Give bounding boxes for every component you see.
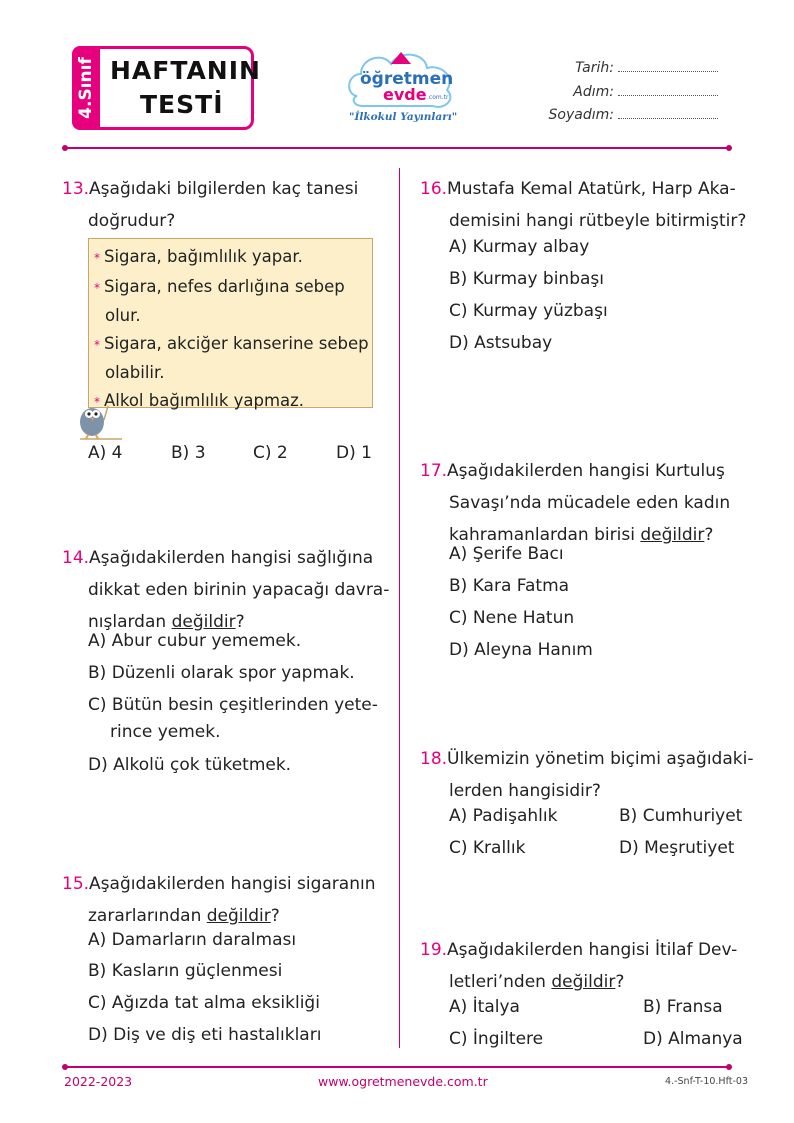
question-number: 14. xyxy=(62,548,90,568)
name-field[interactable] xyxy=(573,84,718,100)
footer-year: 2022-2023 xyxy=(64,1074,133,1089)
info-item xyxy=(94,243,369,273)
info-item-text: Sigara, nefes darlığına sebep xyxy=(104,276,345,296)
question-text: Savaşı’nda mücadele eden kadın xyxy=(449,493,731,513)
divider-dot-left xyxy=(62,145,68,151)
info-item-text: olabilir. xyxy=(105,363,165,382)
info-item xyxy=(94,273,369,303)
question-17 xyxy=(420,455,730,551)
name-label: Adım: xyxy=(573,84,614,100)
text-span: ? xyxy=(270,906,280,926)
question-text: Aşağıdakilerden hangisi İtilaf Dev- xyxy=(447,940,738,960)
divider-dot-right xyxy=(726,145,732,151)
option-c[interactable]: C) İngiltere xyxy=(449,1029,544,1049)
question-18 xyxy=(420,743,753,807)
option-c[interactable]: C) 2 xyxy=(253,443,288,463)
option-a[interactable]: A) Kurmay albay xyxy=(449,237,590,257)
text-span: ? xyxy=(615,972,625,992)
grade-label-wrap xyxy=(72,46,100,130)
logo-subtitle: "İlkokul Yayınları" xyxy=(349,111,458,123)
column-divider xyxy=(399,168,400,1048)
option-b[interactable]: B) 3 xyxy=(171,443,206,463)
text-span: nışlardan xyxy=(88,612,172,632)
bullet: * xyxy=(94,337,100,352)
option-a[interactable]: A) Abur cubur yememek. xyxy=(88,631,302,651)
option-a[interactable]: A) 4 xyxy=(88,443,123,463)
surname-label: Soyadım: xyxy=(548,107,614,123)
emphasis-text: değildir xyxy=(171,612,236,632)
grade-label: 4.Sınıf xyxy=(76,57,96,119)
question-15 xyxy=(62,868,375,932)
question-text: demisini hangi rütbeyle bitirmiştir? xyxy=(449,211,747,231)
emphasis-text: değildir xyxy=(640,525,705,545)
option-b[interactable]: B) Düzenli olarak spor yapmak. xyxy=(88,663,355,683)
question-text: Aşağıdaki bilgilerden kaç tanesi xyxy=(89,179,359,199)
emphasis-text: değildir xyxy=(206,906,271,926)
question-text: Aşağıdakilerden hangisi sigaranın xyxy=(89,874,376,894)
info-item-text: Sigara, akciğer kanserine sebep xyxy=(104,333,369,353)
question-text: lerden hangisidir? xyxy=(449,781,601,801)
title-line-2: TESTİ xyxy=(140,90,224,119)
logo-domain: .com.tr xyxy=(427,94,449,101)
bird-mascot-icon xyxy=(74,400,126,440)
logo-cloud-icon xyxy=(343,44,461,126)
option-b[interactable]: B) Kasların güçlenmesi xyxy=(88,961,283,981)
footer-code: 4.-Snf-T-10.Hft-03 xyxy=(665,1076,748,1087)
question-number: 13. xyxy=(62,179,90,199)
text-span: ? xyxy=(704,525,714,545)
question-14 xyxy=(62,542,389,638)
option-a[interactable]: A) Damarların daralması xyxy=(88,930,297,950)
option-d[interactable]: D) Alkolü çok tüketmek. xyxy=(88,755,292,775)
bullet: * xyxy=(94,251,100,265)
question-number: 15. xyxy=(62,874,90,894)
question-text: Aşağıdakilerden hangisi sağlığına xyxy=(89,548,374,568)
title-line-1: HAFTANIN xyxy=(110,56,261,85)
question-number: 16. xyxy=(420,179,448,199)
info-item xyxy=(94,387,369,417)
option-b[interactable]: B) Fransa xyxy=(643,997,723,1017)
question-text: Mustafa Kemal Atatürk, Harp Aka- xyxy=(447,179,736,199)
name-input-line[interactable] xyxy=(618,85,718,96)
option-b[interactable]: B) Cumhuriyet xyxy=(619,806,743,826)
option-c[interactable]: C) Nene Hatun xyxy=(449,608,575,628)
text-span: zararlarından xyxy=(88,906,207,926)
option-c[interactable]: C) Bütün besin çeşitlerinden yete- xyxy=(88,695,378,715)
question-text xyxy=(62,900,375,932)
option-c[interactable]: C) Kurmay yüzbaşı xyxy=(449,301,608,321)
question-text: doğrudur? xyxy=(88,211,176,231)
option-c[interactable]: C) Ağızda tat alma eksikliği xyxy=(88,993,320,1013)
option-d[interactable]: D) Almanya xyxy=(643,1029,743,1049)
question-13 xyxy=(62,173,358,237)
publisher-logo xyxy=(343,44,461,126)
option-d[interactable]: D) Aleyna Hanım xyxy=(449,640,593,660)
footer-dot-right xyxy=(726,1064,732,1070)
date-field[interactable] xyxy=(575,60,718,76)
surname-input-line[interactable] xyxy=(618,108,718,119)
logo-text-1: öğretmen xyxy=(360,69,454,89)
info-item-text: Alkol bağımlılık yapmaz. xyxy=(104,390,305,410)
question-number: 18. xyxy=(420,749,448,769)
option-d[interactable]: D) 1 xyxy=(336,443,372,463)
option-b[interactable]: B) Kara Fatma xyxy=(449,576,570,596)
info-box-items xyxy=(94,243,369,416)
bullet: * xyxy=(94,280,100,295)
option-d[interactable]: D) Astsubay xyxy=(449,333,553,353)
text-span: kahramanlardan birisi xyxy=(449,525,641,545)
question-text: dikkat eden birinin yapacağı davra- xyxy=(88,580,390,600)
option-b[interactable]: B) Kurmay binbaşı xyxy=(449,269,604,289)
question-text: Aşağıdakilerden hangisi Kurtuluş xyxy=(447,461,725,481)
question-16 xyxy=(420,173,746,237)
info-item-text: Sigara, bağımlılık yapar. xyxy=(104,247,303,266)
info-item xyxy=(94,330,369,360)
footer-divider xyxy=(66,1066,730,1068)
question-number: 17. xyxy=(420,461,448,481)
header-divider xyxy=(66,147,730,149)
info-item-text: olur. xyxy=(105,306,141,325)
emphasis-text: değildir xyxy=(551,972,616,992)
option-a[interactable]: A) Padişahlık xyxy=(449,806,558,826)
date-label: Tarih: xyxy=(575,60,614,76)
option-a[interactable]: A) Şerife Bacı xyxy=(449,544,564,564)
date-input-line[interactable] xyxy=(618,61,718,72)
option-a[interactable]: A) İtalya xyxy=(449,997,520,1017)
footer-dot-left xyxy=(62,1064,68,1070)
option-d[interactable]: D) Meşrutiyet xyxy=(619,838,735,858)
question-text: Ülkemizin yönetim biçimi aşağıdaki- xyxy=(447,749,754,769)
surname-field[interactable] xyxy=(549,107,718,123)
option-c[interactable]: C) Krallık xyxy=(449,838,526,858)
logo-text-2: evde xyxy=(383,85,427,104)
option-c-continued: rince yemek. xyxy=(110,722,221,742)
question-19 xyxy=(420,934,737,998)
question-text xyxy=(420,966,737,998)
bullet: * xyxy=(94,394,100,409)
footer-website-link[interactable]: www.ogretmenevde.com.tr xyxy=(318,1074,488,1089)
text-span: ? xyxy=(235,612,245,632)
question-number: 19. xyxy=(420,940,448,960)
text-span: letleri’nden xyxy=(449,972,552,992)
option-d[interactable]: D) Diş ve diş eti hastalıkları xyxy=(88,1025,322,1045)
